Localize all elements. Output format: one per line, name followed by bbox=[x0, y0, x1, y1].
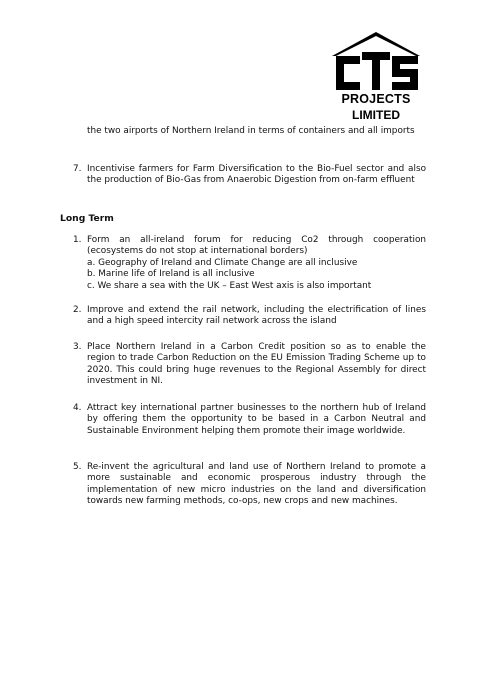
section-heading-long-term: Long Term bbox=[60, 213, 114, 224]
long-term-item-2-number: 2. bbox=[73, 305, 82, 315]
cts-logo-mark bbox=[330, 30, 422, 94]
long-term-item-5-number: 5. bbox=[73, 462, 82, 472]
long-term-item-1-sub-b: b. Marine life of Ireland is all inclusive bbox=[87, 269, 255, 279]
long-term-item-3-text: Place Northern Ireland in a Carbon Credit position so as to enable the region to trade Carbon Reduction on the EU Emission Trading Scheme up to 2020. This could bring huge revenues to the Regional Assembly for direct investment in NI. bbox=[87, 342, 426, 387]
long-term-item-1-number: 1. bbox=[73, 235, 82, 245]
long-term-item-4-number: 4. bbox=[73, 403, 82, 413]
long-term-item-1-text: Form an all-ireland forum for reducing Co2 through cooperation (ecosystems do not stop at international borders) bbox=[87, 235, 426, 257]
item-7-number: 7. bbox=[73, 164, 82, 174]
long-term-item-2-text: Improve and extend the rail network, including the electrification of lines and a high speed intercity rail network across the island bbox=[87, 305, 426, 327]
long-term-item-4-text: Attract key international partner businesses to the northern hub of Ireland by offering them the opportunity to be based in a Carbon Neutral and Sustainable Environment helping them promote their image worldwide. bbox=[87, 403, 426, 436]
item-7-text: Incentivise farmers for Farm Diversification to the Bio-Fuel sector and also the production of Bio-Gas from Anaerobic Digestion from on-farm effluent bbox=[87, 164, 426, 186]
long-term-item-3-number: 3. bbox=[73, 342, 82, 352]
logo-projects-text: PROJECTS bbox=[341, 92, 411, 106]
continued-paragraph: the two airports of Northern Ireland in terms of containers and all imports bbox=[87, 126, 415, 136]
logo-limited-text: LIMITED bbox=[352, 108, 400, 122]
long-term-item-5-text: Re-invent the agricultural and land use of Northern Ireland to promote a more sustainable and economic prosperous industry through the implementation of new micro industries on the land and diversification towards new farming methods, co-ops, new crops and new machines. bbox=[87, 462, 426, 507]
long-term-item-1-sub-c: c. We share a sea with the UK – East West axis is also important bbox=[87, 281, 372, 291]
long-term-item-1-sub-a: a. Geography of Ireland and Climate Change are all inclusive bbox=[87, 258, 358, 268]
